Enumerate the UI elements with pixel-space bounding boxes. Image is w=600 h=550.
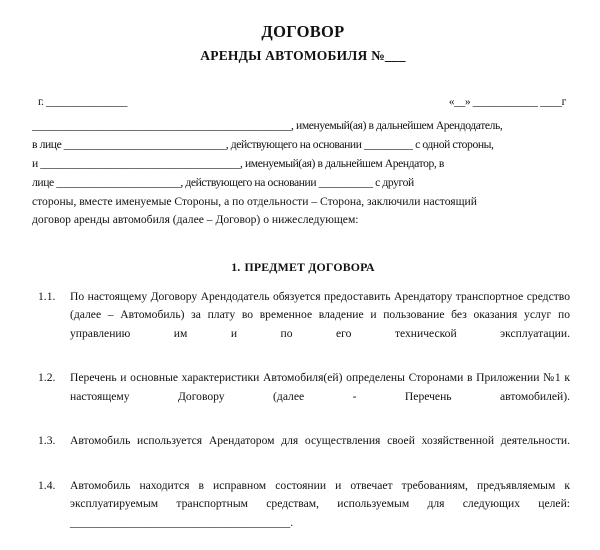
preamble-line-landlord-name: ________________________________________________, именуемый(ая) в дальнейшем Арендодатель,	[32, 119, 503, 133]
clause-number: 1.2.	[38, 371, 56, 385]
preamble-line-landlord-rep: в лице ______________________________, действующего на основании _________ с одной стороны,	[32, 138, 494, 152]
date-field: «__» ____________ ____г	[448, 94, 566, 108]
clause-number: 1.1.	[38, 290, 56, 304]
clause-text: По настоящему Договору Арендодатель обязуется предоставить Арендатору транспортное средство (далее – Автомобиль) за плату во временное владение и пользование без оказания услуг по управлению им и по его технической эксплуатации.	[70, 290, 570, 340]
preamble-line-tenant-name: и _____________________________________, именуемый(ая) в дальнейшем Арендатор, в	[32, 157, 444, 171]
section-number: 1.	[231, 260, 241, 275]
place-date-row	[32, 93, 574, 111]
preamble-line-tenant-rep: лице _______________________, действующего на основании __________ с другой	[32, 175, 414, 189]
clause-text: Перечень и основные характеристики Автомобиля(ей) определены Сторонами в Приложении №1 к настоящему Договору (далее - Перечень автомобилей).	[70, 371, 570, 403]
document-title: ДОГОВОР	[261, 22, 345, 41]
clause-item	[32, 369, 574, 424]
preamble-line-parties: стороны, вместе именуемые Стороны, а по отдельности – Сторона, заключили настоящий	[32, 194, 477, 208]
clause-number: 1.3.	[38, 434, 56, 448]
preamble	[32, 117, 574, 230]
clause-text: Автомобиль находится в исправном состоянии и отвечает требованиям, предъявляемым к эксплуатируемым транспортным средствам, используемым для следующих целей: ______________________________________.	[70, 478, 570, 529]
clause-item	[32, 432, 574, 469]
place-field: г. _______________	[38, 94, 127, 108]
document-subtitle: АРЕНДЫ АВТОМОБИЛЯ №___	[200, 47, 406, 63]
section-heading	[32, 260, 574, 275]
section-title: ПРЕДМЕТ ДОГОВОРА	[244, 260, 375, 275]
clause-item	[32, 477, 574, 550]
clause-number: 1.4.	[38, 478, 56, 492]
clause-list	[32, 288, 574, 550]
preamble-line-closing: договор аренды автомобиля (далее – Договор) о нижеследующем:	[32, 213, 359, 227]
clause-text: Автомобиль используется Арендатором для осуществления своей хозяйственной деятельности.	[70, 434, 570, 448]
clause-item	[32, 288, 574, 361]
